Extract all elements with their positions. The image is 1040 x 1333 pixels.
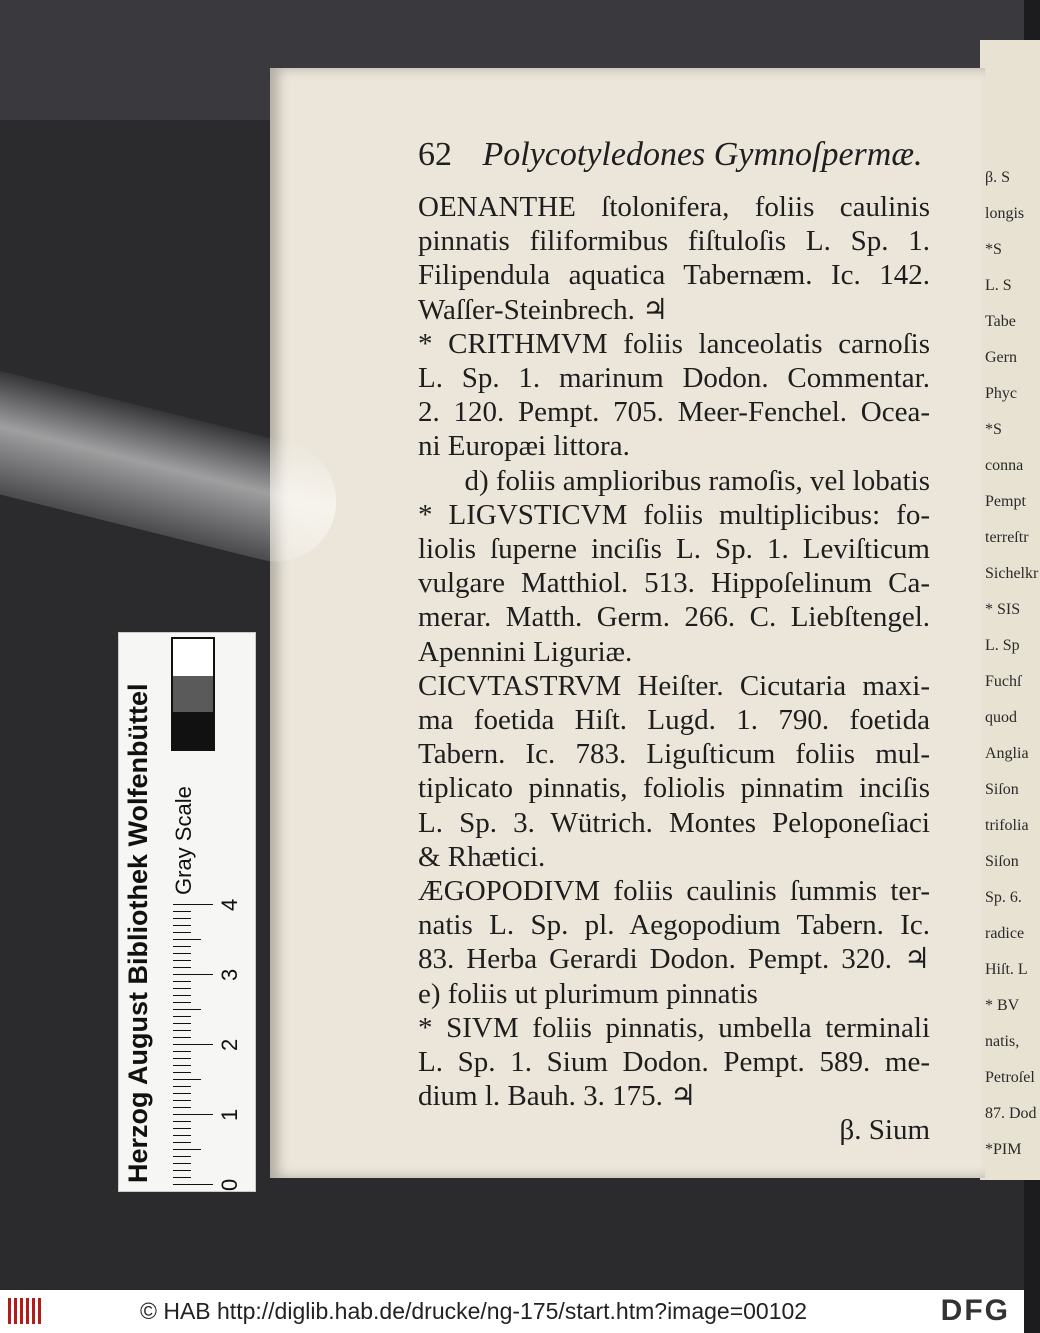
text-line: ni Europæi littora. <box>418 430 630 463</box>
next-page-fragment: Siſon <box>985 853 1019 870</box>
text-line: CICVTASTRVM Heiſter. Cicutaria maxi- <box>418 669 930 702</box>
next-page-fragment: Gern <box>985 349 1017 366</box>
ruler-tick <box>173 1072 191 1073</box>
ruler-tick <box>173 1142 191 1143</box>
next-page-fragment: quod <box>985 709 1017 726</box>
ruler-tick <box>173 1107 191 1108</box>
ruler-tick <box>173 1044 213 1045</box>
text-line: dium l. Bauh. 3. 175. ♃ <box>418 1080 697 1113</box>
ruler-tick <box>173 1009 201 1010</box>
next-page-fragment: Tabe <box>985 313 1016 330</box>
text-line: L. Sp. 1. marinum Dodon. Commentar. <box>418 362 930 395</box>
text-line: d) foliis amplioribus ramoſis, vel lobatis <box>464 464 930 497</box>
ruler-tick <box>173 960 191 961</box>
gray-swatches <box>171 637 215 751</box>
text-line: e) foliis ut plurimum pinnatis <box>418 977 758 1010</box>
next-page-fragment: Sp. 6. <box>985 889 1022 906</box>
ruler-tick <box>173 1121 191 1122</box>
ruler-number: 3 <box>217 968 242 981</box>
next-page-fragment: Sichelkr <box>985 565 1039 582</box>
page-body-text <box>418 190 930 1148</box>
dfg-logo: DFG <box>940 1294 1010 1327</box>
next-page-fragment: *S <box>985 421 1002 438</box>
ruler-tick <box>173 1149 201 1150</box>
next-page-fragment: trifolia <box>985 817 1029 834</box>
ruler-tick <box>173 1170 191 1171</box>
next-page-fragment: Fuchſ <box>985 673 1022 690</box>
next-page-fragment: longis <box>985 205 1025 222</box>
gray-swatch <box>173 676 213 713</box>
ruler-number: 1 <box>217 1108 242 1121</box>
ruler-tick <box>173 1086 191 1087</box>
ruler-tick <box>173 1051 191 1052</box>
next-page-fragment: L. Sp <box>985 637 1020 654</box>
ruler-tick <box>173 1156 191 1157</box>
text-line: 83. Herba Gerardi Dodon. Pempt. 320. ♃ <box>418 943 930 976</box>
ruler-tick <box>173 911 191 912</box>
text-line: L. Sp. 3. Wütrich. Montes Peloponeſiaci <box>418 806 930 839</box>
ruler-tick <box>173 981 191 982</box>
ruler-tick <box>173 995 191 996</box>
next-page-fragment: β. S <box>985 169 1011 186</box>
ruler-tick <box>173 904 213 905</box>
text-line: L. Sp. 1. Sium Dodon. Pempt. 589. me- <box>418 1046 930 1079</box>
page-header <box>418 136 923 174</box>
next-page-fragment: radice <box>985 925 1025 942</box>
text-line: Filipendula aquatica Tabernæm. Ic. 142. <box>418 259 930 292</box>
ruler-tick <box>173 1100 191 1101</box>
ruler-ticks <box>173 895 213 1185</box>
ruler-number: 0 <box>217 1178 242 1191</box>
ruler-tick <box>173 1163 191 1164</box>
next-page-fragment: *S <box>985 241 1002 258</box>
ruler-tick <box>173 1065 191 1066</box>
footer-bar <box>0 1290 1024 1333</box>
page-number: 62 <box>418 136 452 173</box>
gray-scale-card <box>118 632 256 1192</box>
institution-name: Herzog August Bibliothek Wolfenbüttel <box>123 683 153 1183</box>
next-page-fragment: 87. Dod <box>985 1105 1037 1122</box>
ruler-tick <box>173 932 191 933</box>
next-page-fragment: Hiſt. L <box>985 961 1028 978</box>
ruler-tick <box>173 988 191 989</box>
ruler-tick <box>173 953 191 954</box>
next-page-fragment: Phyc <box>985 385 1017 402</box>
ruler-tick <box>173 1114 213 1115</box>
ruler-number: 4 <box>217 898 242 911</box>
text-line: ÆGOPODIVM foliis caulinis ſummis ter- <box>418 875 930 908</box>
text-line: liolis ſuperne inciſis L. Sp. 1. Leviſticum <box>418 533 930 566</box>
next-page-fragment: Anglia <box>985 745 1029 762</box>
ruler-tick <box>173 946 191 947</box>
next-page-fragment: *PIM <box>985 1141 1022 1158</box>
text-line: ma foetida Hiſt. Lugd. 1. 790. foetida <box>418 704 930 737</box>
ruler-number: 2 <box>217 1038 242 1051</box>
text-line: pinnatis filiformibus fiſtuloſis L. Sp. 1. <box>418 225 930 258</box>
text-line: Tabern. Ic. 783. Liguſticum foliis mul- <box>418 738 930 771</box>
text-line: 2. 120. Pempt. 705. Meer-Fenchel. Ocea- <box>418 396 930 429</box>
text-line: β. Sium <box>839 1114 930 1147</box>
ruler-numbers <box>217 891 247 1191</box>
ruler-tick <box>173 974 213 975</box>
ruler-tick <box>173 1177 191 1178</box>
gray-scale-label: Gray Scale <box>171 786 196 895</box>
ruler-tick <box>173 1079 201 1080</box>
ruler-tick <box>173 1037 191 1038</box>
next-page-fragment: L. S <box>985 277 1012 294</box>
ruler-tick <box>173 1030 191 1031</box>
library-logo-icon <box>8 1296 48 1326</box>
text-line: * CRITHMVM foliis lanceolatis carnoſis <box>418 327 930 360</box>
next-page-fragment: conna <box>985 457 1024 474</box>
text-line: merar. Matth. Germ. 266. C. Liebſtengel. <box>418 601 930 634</box>
footer-copyright: © HAB http://diglib.hab.de/drucke/ng-175/start.htm?image=00102 <box>140 1298 808 1324</box>
ruler-tick <box>173 939 201 940</box>
ruler-tick <box>173 1184 213 1185</box>
text-line: * LIGVSTICVM foliis multiplicibus: fo- <box>418 498 930 531</box>
text-line: * SIVM foliis pinnatis, umbella terminali <box>418 1011 930 1044</box>
next-page-text-fragments <box>985 160 1039 1168</box>
ruler-tick <box>173 967 191 968</box>
gray-swatch <box>173 712 213 749</box>
ruler-tick <box>173 1002 191 1003</box>
next-page-fragment: * SIS <box>985 601 1021 618</box>
next-page-fragment: Siſon <box>985 781 1019 798</box>
text-line: Waſſer-Steinbrech. ♃ <box>418 293 669 326</box>
ruler-tick <box>173 1128 191 1129</box>
next-page-fragment: Pempt <box>985 493 1026 510</box>
running-title: Polycotyledones Gymnoſpermæ. <box>482 136 923 173</box>
ruler-tick <box>173 918 191 919</box>
next-page-fragment: * BV <box>985 997 1020 1014</box>
text-line: Apennini Liguriæ. <box>418 635 633 668</box>
ruler-tick <box>173 925 191 926</box>
ruler-tick <box>173 1093 191 1094</box>
text-line: tiplicato pinnatis, foliolis pinnatim inciſis <box>418 772 930 805</box>
next-page-fragment: natis, <box>985 1033 1020 1050</box>
text-line: natis L. Sp. pl. Aegopodium Tabern. Ic. <box>418 909 930 942</box>
text-line: OENANTHE ſtolonifera, foliis caulinis <box>418 191 930 223</box>
ruler-tick <box>173 1023 191 1024</box>
gray-scale-card-rotated <box>119 633 255 1191</box>
gray-swatch <box>173 639 213 676</box>
ruler-tick <box>173 1016 191 1017</box>
ruler-tick <box>173 1135 191 1136</box>
ruler-tick <box>173 1058 191 1059</box>
next-page-fragment: terreſtr <box>985 529 1029 546</box>
next-page-fragment: Petroſel <box>985 1069 1035 1086</box>
text-line: vulgare Matthiol. 513. Hippoſelinum Ca- <box>418 567 930 600</box>
text-line: & Rhætici. <box>418 840 546 873</box>
